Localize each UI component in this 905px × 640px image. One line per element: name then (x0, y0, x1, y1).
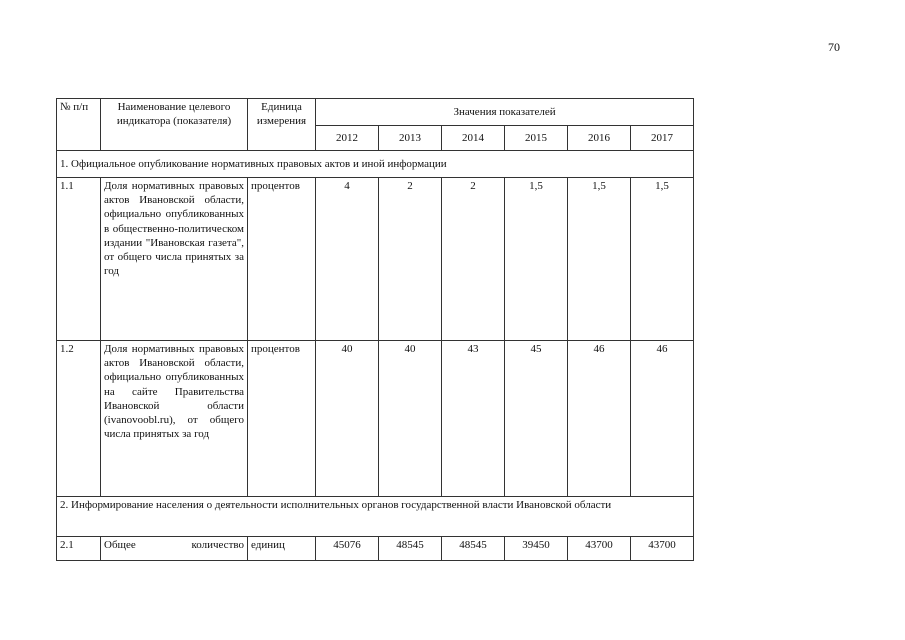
header-year: 2014 (442, 126, 505, 151)
value-cell: 2 (442, 178, 505, 341)
value-cell: 45076 (316, 537, 379, 561)
table-row (57, 178, 694, 341)
row-number: 1.2 (57, 341, 101, 497)
value-cell: 43700 (631, 537, 694, 561)
value-cell: 1,5 (505, 178, 568, 341)
value-cell: 2 (379, 178, 442, 341)
row-number: 1.1 (57, 178, 101, 341)
value-cell: 46 (631, 341, 694, 497)
value-cell: 43700 (568, 537, 631, 561)
value-cell: 48545 (379, 537, 442, 561)
header-no: № п/п (57, 99, 101, 151)
value-cell: 39450 (505, 537, 568, 561)
indicators-table (56, 98, 694, 561)
indicator-name: Доля нормативных правовых актов Ивановской области, официально опубликованных в общественно-политическом издании "Ивановская газета", от общего числа принятых за год (101, 178, 248, 341)
indicator-name: Общее количество (101, 537, 248, 561)
header-unit: Единица измерения (248, 99, 316, 151)
header-name: Наименование целевого индикатора (показателя) (101, 99, 248, 151)
section-1-title: 1. Официальное опубликование нормативных правовых актов и иной информации (57, 151, 694, 178)
value-cell: 4 (316, 178, 379, 341)
value-cell: 43 (442, 341, 505, 497)
page-number: 70 (828, 40, 840, 54)
unit: процентов (248, 178, 316, 341)
header-year: 2013 (379, 126, 442, 151)
indicator-name: Доля нормативных правовых актов Ивановской области, официально опубликованных на сайте Правительства Ивановской области (ivanovoobl.ru), от общего числа принятых за год (101, 341, 248, 497)
header-values: Значения показателей (316, 99, 694, 126)
table-row (57, 341, 694, 497)
header-year: 2015 (505, 126, 568, 151)
table-row (57, 537, 694, 561)
value-cell: 48545 (442, 537, 505, 561)
row-number: 2.1 (57, 537, 101, 561)
value-cell: 1,5 (568, 178, 631, 341)
header-year: 2017 (631, 126, 694, 151)
section-2-title: 2. Информирование населения о деятельности исполнительных органов государственной власти Ивановской области (57, 497, 694, 537)
value-cell: 1,5 (631, 178, 694, 341)
value-cell: 40 (316, 341, 379, 497)
header-year: 2016 (568, 126, 631, 151)
value-cell: 46 (568, 341, 631, 497)
value-cell: 45 (505, 341, 568, 497)
value-cell: 40 (379, 341, 442, 497)
unit: единиц (248, 537, 316, 561)
unit: процентов (248, 341, 316, 497)
header-year: 2012 (316, 126, 379, 151)
